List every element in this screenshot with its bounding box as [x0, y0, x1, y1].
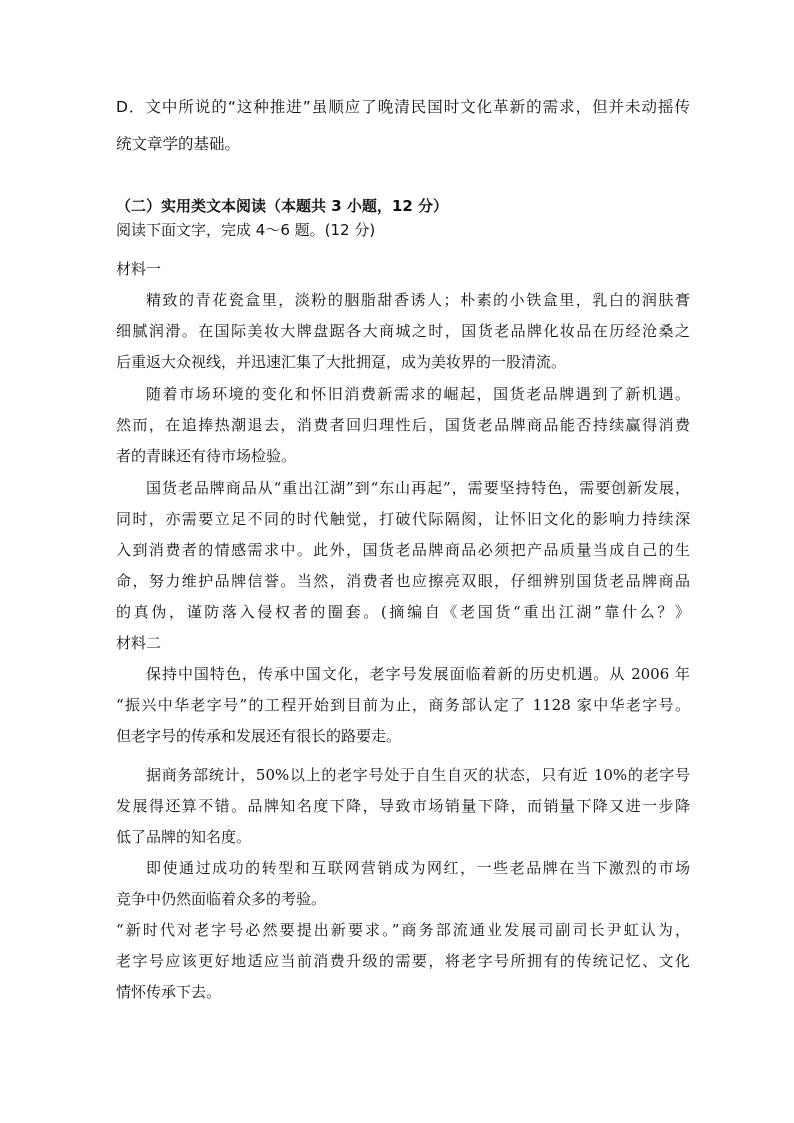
material-1-p2-line-1: 随着市场环境的变化和怀旧消费新需求的崛起，国货老品牌遇到了新机遇。 — [146, 385, 690, 403]
material-1-p3-line-4: 命，努力维护品牌信誉。当然，消费者也应擦亮双眼，仔细辨别国货老品牌商品 — [116, 572, 690, 590]
material-2-label: 材料二 — [116, 634, 162, 652]
material-2-p4-line-2: 老字号应该更好地适应当前消费升级的需要，将老字号所拥有的传统记忆、文化 — [116, 952, 690, 970]
material-2-p4-line-1: “新时代对老字号必然要提出新要求。”商务部流通业发展司副司长尹虹认为， — [116, 921, 690, 939]
material-2-p2-line-3: 低了品牌的知名度。 — [116, 828, 252, 846]
material-2-p3-line-1: 即使通过成功的转型和互联网营销成为网红，一些老品牌在当下激烈的市场 — [146, 859, 690, 877]
material-1-p2-line-2: 然而，在追捧热潮退去，消费者回归理性后，国货老品牌商品能否持续赢得消费 — [116, 416, 690, 434]
material-2-p2-line-2: 发展得还算不错。品牌知名度下降，导致市场销量下降，而销量下降又进一步降 — [116, 797, 690, 815]
material-1-p3-line-3: 入到消费者的情感需求中。此外，国货老品牌商品必须把产品质量当成自己的生 — [116, 541, 690, 559]
option-d-line-2: 统文章学的基础。 — [116, 135, 241, 153]
material-2-p4-line-3: 情怀传承下去。 — [116, 983, 222, 1001]
material-1-label: 材料一 — [116, 260, 162, 278]
material-2-p2-line-1: 据商务部统计，50%以上的老字号处于自生自灭的状态，只有近 10%的老字号 — [146, 766, 690, 784]
material-1-p1-line-1: 精致的青花瓷盒里，淡粉的胭脂甜香诱人；朴素的小铁盒里，乳白的润肤膏 — [146, 291, 690, 309]
material-2-p3-line-2: 竞争中仍然面临着众多的考验。 — [116, 890, 327, 908]
material-1-p1-line-3: 后重返大众视线，并迅速汇集了大批拥趸，成为美妆界的一股清流。 — [116, 353, 567, 371]
material-1-p3-line-1: 国货老品牌商品从“重出江湖”到“东山再起”，需要坚持特色，需要创新发展， — [146, 479, 690, 497]
option-d-line-1: D．文中所说的“这种推进”虽顺应了晚清民国时文化革新的需求，但并未动摇传 — [116, 98, 690, 116]
section-instruction: 阅读下面文字，完成 4～6 题。(12 分) — [116, 221, 376, 239]
material-1-p3-line-2: 同时，亦需要立足不同的时代触觉，打破代际隔阂，让怀旧文化的影响力持续深 — [116, 510, 690, 528]
section-heading: （二）实用类文本阅读（本题共 3 小题，12 分） — [116, 197, 448, 215]
material-1-p2-line-3: 者的青睐还有待市场检验。 — [116, 447, 297, 465]
material-1-p1-line-2: 细腻润滑。在国际美妆大牌盘踞各大商城之时，国货老品牌化妆品在历经沧桑之 — [116, 322, 690, 340]
material-2-p1-line-2: “振兴中华老字号”的工程开始到目前为止，商务部认定了 1128 家中华老字号。 — [116, 696, 690, 714]
material-1-p3-line-5: 的真伪，谨防落入侵权者的圈套。(摘编自《老国货“重出江湖”靠什么？》 — [116, 603, 690, 621]
material-2-p1-line-3: 但老字号的传承和发展还有很长的路要走。 — [116, 727, 402, 745]
material-2-p1-line-1: 保持中国特色，传承中国文化，老字号发展面临着新的历史机遇。从 2006 年 — [146, 665, 690, 683]
